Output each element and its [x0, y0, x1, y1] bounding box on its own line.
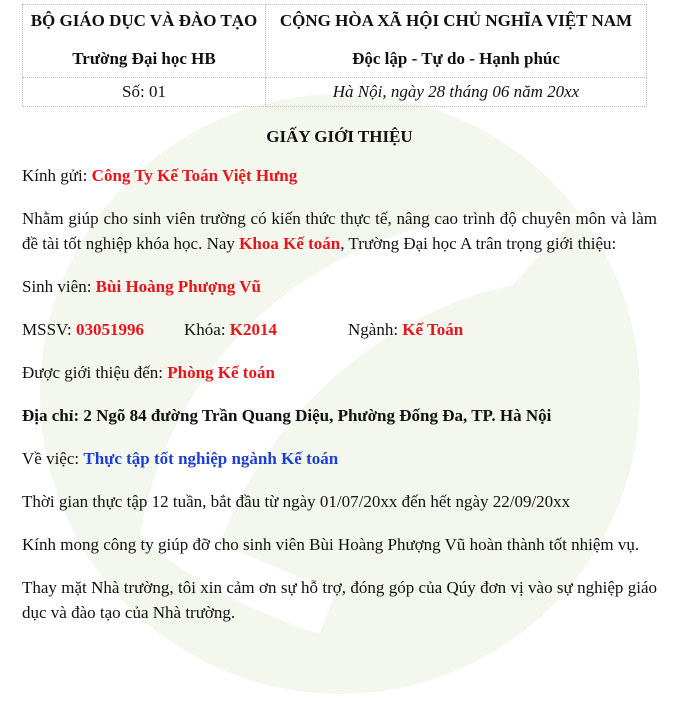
republic-name: CỘNG HÒA XÃ HỘI CHỦ NGHĨA VIỆT NAM — [279, 11, 633, 30]
document-title: GIẤY GIỚI THIỆU — [266, 127, 413, 146]
referred-label: Được giới thiệu đến: — [22, 363, 168, 382]
recipient-value: Công Ty Kế Toán Việt Hưng — [91, 166, 298, 185]
ids-line — [22, 317, 657, 342]
header-table — [22, 4, 647, 107]
ministry-name: BỘ GIÁO DỤC VÀ ĐÀO TẠO — [30, 11, 258, 30]
student-name: Bùi Hoàng Phượng Vũ — [95, 277, 261, 296]
course-value: K2014 — [229, 320, 278, 339]
student-label: Sinh viên: — [22, 277, 96, 296]
recipient-label: Kính gửi: — [22, 166, 92, 185]
mssv-value: 03051996 — [76, 320, 145, 339]
intro-text-2: , Trường Đại học A trân trọng giới thiệu: — [340, 234, 617, 253]
ministry-cell — [23, 5, 266, 78]
referred-line — [22, 360, 657, 385]
referred-value: Phòng Kế toán — [167, 363, 275, 382]
recipient-line — [22, 163, 657, 188]
date-line: Hà Nội, ngày 28 tháng 06 năm 20xx — [266, 78, 647, 107]
course-group — [184, 317, 348, 342]
subject-line — [22, 446, 657, 471]
subject-value: Thực tập tốt nghiệp ngành Kế toán — [83, 449, 339, 468]
thanks-paragraph: Thay mặt Nhà trường, tôi xin cảm ơn sự hỗ trợ, đóng góp của Qúy đơn vị vào sự nghiệp giáo dục và đào tạo của Nhà trường. — [22, 578, 657, 622]
major-value: Kế Toán — [402, 320, 464, 339]
document-number: Số: 01 — [23, 78, 266, 107]
mssv-group — [22, 317, 184, 342]
major-label: Ngành: — [348, 320, 403, 339]
address-line — [22, 403, 657, 428]
request-paragraph: Kính mong công ty giúp đỡ cho sinh viên Bùi Hoàng Phượng Vũ hoàn thành tốt nhiệm vụ. — [22, 535, 640, 554]
letter — [0, 4, 679, 625]
address-value: 2 Ngõ 84 đường Trần Quang Diệu, Phường Đống Đa, TP. Hà Nội — [83, 406, 552, 425]
republic-cell — [266, 5, 647, 78]
period-line: Thời gian thực tập 12 tuần, bắt đầu từ ngày 01/07/20xx đến hết ngày 22/09/20xx — [22, 492, 571, 511]
intro-paragraph — [22, 206, 657, 256]
major-group — [348, 320, 463, 339]
intro-text-1: Nhằm giúp cho sinh viên trường có kiến thức thực tế, nâng cao trình độ chuyên môn và làm đề tài tốt nghiệp khóa học. Nay — [22, 209, 657, 253]
student-line — [22, 274, 657, 299]
course-label: Khóa: — [184, 320, 230, 339]
school-name: Trường Đại học HB — [72, 49, 216, 68]
mssv-label: MSSV: — [22, 320, 77, 339]
intro-department: Khoa Kế toán — [239, 234, 341, 253]
address-label: Địa chỉ: — [22, 406, 84, 425]
subject-label: Về việc: — [22, 449, 84, 468]
motto: Độc lập - Tự do - Hạnh phúc — [352, 49, 560, 68]
